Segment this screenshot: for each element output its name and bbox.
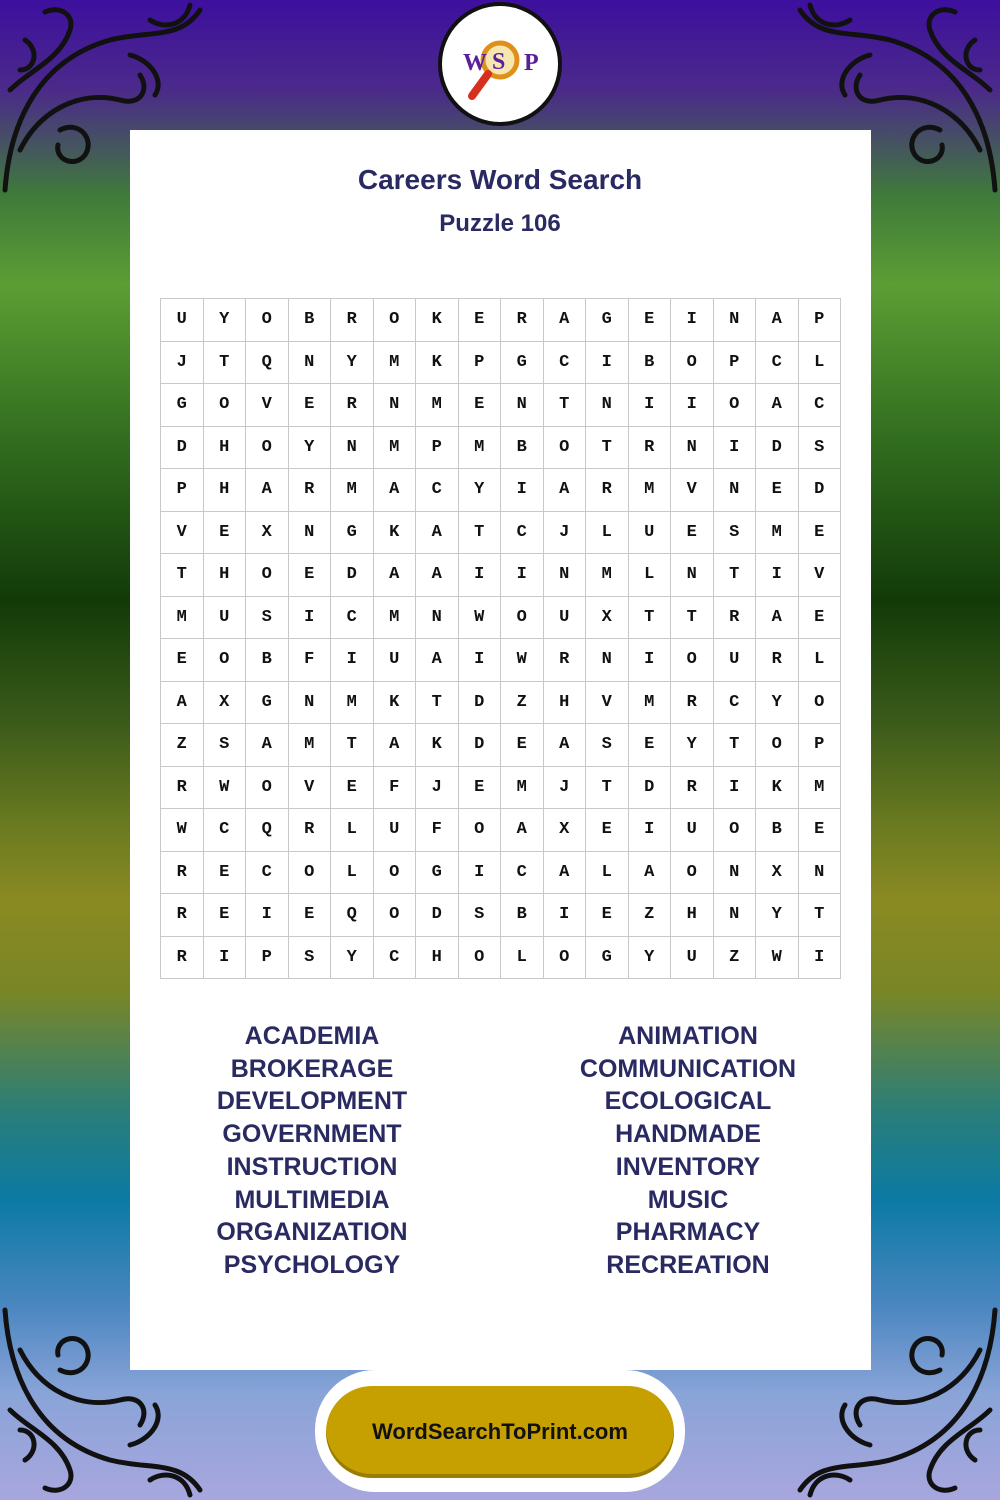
- grid-cell[interactable]: N: [798, 851, 841, 894]
- grid-cell[interactable]: T: [543, 384, 586, 427]
- grid-cell[interactable]: M: [586, 554, 629, 597]
- grid-cell[interactable]: N: [543, 554, 586, 597]
- grid-cell[interactable]: E: [331, 766, 374, 809]
- grid-cell[interactable]: B: [501, 894, 544, 937]
- site-logo[interactable]: [438, 2, 562, 126]
- grid-cell[interactable]: O: [543, 426, 586, 469]
- grid-cell[interactable]: K: [373, 681, 416, 724]
- grid-cell[interactable]: C: [501, 851, 544, 894]
- logo-letter-p: P: [524, 50, 539, 76]
- grid-cell[interactable]: R: [161, 936, 204, 979]
- grid-cell[interactable]: C: [798, 384, 841, 427]
- grid-row: [161, 341, 841, 384]
- grid-cell[interactable]: A: [543, 469, 586, 512]
- grid-cell[interactable]: N: [288, 511, 331, 554]
- grid-cell[interactable]: O: [671, 639, 714, 682]
- grid-cell[interactable]: O: [458, 936, 501, 979]
- grid-cell[interactable]: Z: [501, 681, 544, 724]
- grid-cell[interactable]: P: [458, 341, 501, 384]
- grid-cell[interactable]: T: [713, 724, 756, 767]
- grid-cell[interactable]: T: [713, 554, 756, 597]
- grid-cell[interactable]: C: [246, 851, 289, 894]
- grid-cell[interactable]: M: [416, 384, 459, 427]
- grid-cell[interactable]: T: [203, 341, 246, 384]
- grid-cell[interactable]: W: [203, 766, 246, 809]
- puzzle-number: Puzzle 106: [439, 210, 561, 237]
- grid-cell[interactable]: O: [543, 936, 586, 979]
- grid-cell[interactable]: L: [798, 639, 841, 682]
- grid-cell[interactable]: G: [586, 936, 629, 979]
- grid-cell[interactable]: D: [798, 469, 841, 512]
- grid-cell[interactable]: I: [628, 384, 671, 427]
- grid-cell[interactable]: Y: [756, 681, 799, 724]
- grid-cell[interactable]: J: [543, 511, 586, 554]
- grid-cell[interactable]: H: [416, 936, 459, 979]
- grid-cell[interactable]: E: [288, 894, 331, 937]
- grid-cell[interactable]: I: [628, 639, 671, 682]
- grid-cell[interactable]: I: [458, 554, 501, 597]
- word-list-item: DEVELOPMENT: [216, 1087, 408, 1116]
- grid-cell[interactable]: M: [628, 681, 671, 724]
- grid-cell[interactable]: I: [628, 809, 671, 852]
- grid-cell[interactable]: N: [671, 554, 714, 597]
- grid-cell[interactable]: M: [161, 596, 204, 639]
- word-list-item: PHARMACY: [615, 1218, 761, 1247]
- grid-cell[interactable]: A: [246, 469, 289, 512]
- grid-row: [161, 554, 841, 597]
- grid-cell[interactable]: P: [416, 426, 459, 469]
- grid-cell[interactable]: M: [288, 724, 331, 767]
- grid-cell[interactable]: U: [161, 299, 204, 342]
- grid-cell[interactable]: R: [288, 809, 331, 852]
- grid-cell[interactable]: E: [203, 894, 246, 937]
- grid-cell[interactable]: I: [798, 936, 841, 979]
- word-list-item: ECOLOGICAL: [604, 1087, 772, 1116]
- grid-cell[interactable]: M: [458, 426, 501, 469]
- grid-cell[interactable]: O: [501, 596, 544, 639]
- grid-cell[interactable]: U: [373, 639, 416, 682]
- grid-cell[interactable]: O: [458, 809, 501, 852]
- grid-cell[interactable]: T: [671, 596, 714, 639]
- grid-cell[interactable]: A: [543, 299, 586, 342]
- grid-cell[interactable]: S: [798, 426, 841, 469]
- grid-cell[interactable]: W: [756, 936, 799, 979]
- grid-cell[interactable]: V: [586, 681, 629, 724]
- grid-cell[interactable]: C: [713, 681, 756, 724]
- grid-cell[interactable]: I: [288, 596, 331, 639]
- word-list-item: COMMUNICATION: [579, 1054, 797, 1083]
- grid-cell[interactable]: R: [671, 681, 714, 724]
- grid-cell[interactable]: N: [713, 299, 756, 342]
- grid-cell[interactable]: R: [586, 469, 629, 512]
- grid-cell[interactable]: B: [246, 639, 289, 682]
- grid-cell[interactable]: I: [458, 639, 501, 682]
- grid-cell[interactable]: Y: [628, 936, 671, 979]
- grid-row: [161, 766, 841, 809]
- grid-cell[interactable]: O: [246, 426, 289, 469]
- grid-cell[interactable]: I: [713, 766, 756, 809]
- grid-cell[interactable]: G: [586, 299, 629, 342]
- grid-cell[interactable]: B: [756, 809, 799, 852]
- grid-cell[interactable]: O: [671, 341, 714, 384]
- grid-cell[interactable]: Y: [331, 936, 374, 979]
- grid-cell[interactable]: Y: [671, 724, 714, 767]
- grid-cell[interactable]: I: [501, 469, 544, 512]
- grid-cell[interactable]: O: [373, 894, 416, 937]
- word-list-item: ORGANIZATION: [216, 1218, 408, 1247]
- grid-cell[interactable]: C: [203, 809, 246, 852]
- word-list-item: MULTIMEDIA: [234, 1185, 390, 1214]
- grid-cell[interactable]: K: [416, 724, 459, 767]
- grid-cell[interactable]: I: [671, 299, 714, 342]
- grid-cell[interactable]: M: [373, 341, 416, 384]
- grid-cell[interactable]: L: [586, 511, 629, 554]
- grid-cell[interactable]: G: [331, 511, 374, 554]
- word-list-item: ACADEMIA: [244, 1022, 380, 1050]
- grid-cell[interactable]: Q: [246, 341, 289, 384]
- grid-cell[interactable]: U: [203, 596, 246, 639]
- grid-cell[interactable]: V: [161, 511, 204, 554]
- word-list-item: INSTRUCTION: [226, 1152, 398, 1181]
- grid-cell[interactable]: A: [373, 724, 416, 767]
- grid-cell[interactable]: P: [246, 936, 289, 979]
- grid-cell[interactable]: U: [543, 596, 586, 639]
- grid-cell[interactable]: T: [161, 554, 204, 597]
- grid-cell[interactable]: V: [671, 469, 714, 512]
- grid-cell[interactable]: N: [501, 384, 544, 427]
- grid-cell[interactable]: J: [161, 341, 204, 384]
- grid-cell[interactable]: F: [288, 639, 331, 682]
- grid-cell[interactable]: X: [756, 851, 799, 894]
- grid-cell[interactable]: S: [458, 894, 501, 937]
- grid-cell[interactable]: D: [458, 724, 501, 767]
- grid-cell[interactable]: L: [628, 554, 671, 597]
- grid-cell[interactable]: L: [586, 851, 629, 894]
- grid-cell[interactable]: V: [246, 384, 289, 427]
- grid-cell[interactable]: R: [331, 299, 374, 342]
- grid-row: [161, 894, 841, 937]
- grid-cell[interactable]: H: [543, 681, 586, 724]
- grid-row: [161, 469, 841, 512]
- grid-cell[interactable]: A: [756, 299, 799, 342]
- grid-cell[interactable]: E: [671, 511, 714, 554]
- word-list-item: HANDMADE: [615, 1120, 761, 1149]
- grid-cell[interactable]: R: [288, 469, 331, 512]
- grid-cell[interactable]: D: [628, 766, 671, 809]
- grid-row: [161, 639, 841, 682]
- grid-cell[interactable]: E: [288, 554, 331, 597]
- grid-cell[interactable]: C: [543, 341, 586, 384]
- grid-cell[interactable]: M: [331, 681, 374, 724]
- grid-cell[interactable]: N: [416, 596, 459, 639]
- grid-cell[interactable]: O: [373, 299, 416, 342]
- grid-cell[interactable]: S: [586, 724, 629, 767]
- grid-cell[interactable]: N: [713, 851, 756, 894]
- grid-cell[interactable]: Y: [203, 299, 246, 342]
- grid-cell[interactable]: H: [203, 426, 246, 469]
- word-list-item: PSYCHOLOGY: [223, 1250, 401, 1279]
- grid-cell[interactable]: T: [586, 426, 629, 469]
- grid-cell[interactable]: F: [373, 766, 416, 809]
- grid-cell[interactable]: O: [246, 554, 289, 597]
- grid-cell[interactable]: A: [543, 724, 586, 767]
- grid-cell[interactable]: E: [288, 384, 331, 427]
- grid-cell[interactable]: K: [416, 341, 459, 384]
- grid-cell[interactable]: N: [671, 426, 714, 469]
- grid-row: [161, 426, 841, 469]
- grid-cell[interactable]: M: [331, 469, 374, 512]
- grid-row: [161, 384, 841, 427]
- grid-cell[interactable]: A: [416, 639, 459, 682]
- grid-row: [161, 511, 841, 554]
- grid-cell[interactable]: N: [331, 426, 374, 469]
- grid-cell[interactable]: R: [756, 639, 799, 682]
- grid-cell[interactable]: I: [586, 341, 629, 384]
- grid-cell[interactable]: U: [713, 639, 756, 682]
- grid-cell[interactable]: G: [416, 851, 459, 894]
- grid-cell[interactable]: V: [798, 554, 841, 597]
- grid-cell[interactable]: Q: [246, 809, 289, 852]
- grid-cell[interactable]: I: [501, 554, 544, 597]
- grid-cell[interactable]: K: [756, 766, 799, 809]
- grid-cell[interactable]: I: [458, 851, 501, 894]
- grid-cell[interactable]: Z: [161, 724, 204, 767]
- grid-cell[interactable]: H: [203, 554, 246, 597]
- grid-cell[interactable]: M: [756, 511, 799, 554]
- grid-cell[interactable]: O: [756, 724, 799, 767]
- grid-cell[interactable]: Z: [628, 894, 671, 937]
- grid-cell[interactable]: R: [543, 639, 586, 682]
- grid-cell[interactable]: O: [671, 851, 714, 894]
- grid-cell[interactable]: H: [671, 894, 714, 937]
- grid-cell[interactable]: L: [798, 341, 841, 384]
- grid-cell[interactable]: O: [203, 384, 246, 427]
- grid-cell[interactable]: T: [416, 681, 459, 724]
- grid-cell[interactable]: B: [628, 341, 671, 384]
- grid-cell[interactable]: W: [161, 809, 204, 852]
- grid-cell[interactable]: A: [373, 554, 416, 597]
- grid-cell[interactable]: C: [501, 511, 544, 554]
- grid-cell[interactable]: L: [501, 936, 544, 979]
- grid-cell[interactable]: R: [331, 384, 374, 427]
- grid-cell[interactable]: N: [713, 469, 756, 512]
- word-list-item: RECREATION: [606, 1250, 770, 1279]
- grid-cell[interactable]: A: [161, 681, 204, 724]
- letter-grid: [160, 298, 841, 979]
- grid-cell[interactable]: E: [458, 766, 501, 809]
- grid-cell[interactable]: M: [373, 426, 416, 469]
- grid-cell[interactable]: R: [161, 766, 204, 809]
- grid-cell[interactable]: S: [203, 724, 246, 767]
- grid-cell[interactable]: A: [756, 384, 799, 427]
- grid-cell[interactable]: Y: [756, 894, 799, 937]
- grid-cell[interactable]: E: [203, 851, 246, 894]
- grid-cell[interactable]: R: [161, 851, 204, 894]
- grid-cell[interactable]: C: [331, 596, 374, 639]
- grid-cell[interactable]: A: [416, 554, 459, 597]
- grid-cell[interactable]: U: [671, 809, 714, 852]
- grid-cell[interactable]: L: [331, 851, 374, 894]
- logo-letter-w: W: [463, 50, 487, 76]
- grid-cell[interactable]: P: [798, 299, 841, 342]
- grid-cell[interactable]: P: [798, 724, 841, 767]
- grid-cell[interactable]: K: [373, 511, 416, 554]
- grid-cell[interactable]: A: [628, 851, 671, 894]
- grid-cell[interactable]: O: [798, 681, 841, 724]
- grid-cell[interactable]: B: [501, 426, 544, 469]
- grid-cell[interactable]: D: [416, 894, 459, 937]
- grid-cell[interactable]: T: [331, 724, 374, 767]
- grid-row: [161, 681, 841, 724]
- grid-cell[interactable]: N: [288, 341, 331, 384]
- grid-cell[interactable]: I: [246, 894, 289, 937]
- grid-cell[interactable]: S: [713, 511, 756, 554]
- grid-cell[interactable]: R: [713, 596, 756, 639]
- word-list-item: MUSIC: [647, 1185, 729, 1214]
- grid-cell[interactable]: F: [416, 809, 459, 852]
- grid-cell[interactable]: C: [756, 341, 799, 384]
- grid-cell[interactable]: E: [628, 299, 671, 342]
- grid-cell[interactable]: E: [586, 809, 629, 852]
- grid-cell[interactable]: W: [501, 639, 544, 682]
- grid-cell[interactable]: Q: [331, 894, 374, 937]
- grid-cell[interactable]: G: [161, 384, 204, 427]
- grid-cell[interactable]: L: [331, 809, 374, 852]
- grid-cell[interactable]: O: [203, 639, 246, 682]
- grid-cell[interactable]: A: [373, 469, 416, 512]
- grid-cell[interactable]: E: [586, 894, 629, 937]
- word-list-item: INVENTORY: [615, 1152, 761, 1181]
- grid-cell[interactable]: R: [628, 426, 671, 469]
- grid-cell[interactable]: Y: [331, 341, 374, 384]
- grid-cell[interactable]: E: [458, 299, 501, 342]
- grid-cell[interactable]: U: [628, 511, 671, 554]
- grid-cell[interactable]: S: [246, 596, 289, 639]
- grid-cell[interactable]: J: [416, 766, 459, 809]
- grid-cell[interactable]: C: [373, 936, 416, 979]
- grid-cell[interactable]: M: [798, 766, 841, 809]
- grid-row: [161, 299, 841, 342]
- word-list-item: ANIMATION: [618, 1022, 758, 1050]
- grid-cell[interactable]: E: [798, 809, 841, 852]
- grid-cell[interactable]: B: [288, 299, 331, 342]
- grid-cell[interactable]: E: [798, 596, 841, 639]
- grid-cell[interactable]: I: [756, 554, 799, 597]
- grid-cell[interactable]: E: [161, 639, 204, 682]
- grid-row: [161, 596, 841, 639]
- grid-cell[interactable]: M: [628, 469, 671, 512]
- grid-cell[interactable]: R: [671, 766, 714, 809]
- grid-cell[interactable]: D: [756, 426, 799, 469]
- grid-cell[interactable]: X: [203, 681, 246, 724]
- grid-cell[interactable]: P: [713, 341, 756, 384]
- grid-cell[interactable]: U: [671, 936, 714, 979]
- word-list-right: [500, 1020, 876, 1282]
- grid-cell[interactable]: Y: [458, 469, 501, 512]
- grid-cell[interactable]: N: [713, 894, 756, 937]
- grid-cell[interactable]: O: [246, 766, 289, 809]
- word-list-left: [124, 1020, 500, 1282]
- grid-cell[interactable]: D: [458, 681, 501, 724]
- grid-cell[interactable]: U: [373, 809, 416, 852]
- grid-cell[interactable]: X: [543, 809, 586, 852]
- word-list-item: GOVERNMENT: [222, 1120, 402, 1149]
- grid-cell[interactable]: I: [543, 894, 586, 937]
- grid-cell[interactable]: O: [713, 809, 756, 852]
- grid-cell[interactable]: W: [458, 596, 501, 639]
- grid-cell[interactable]: R: [501, 299, 544, 342]
- grid-row: [161, 724, 841, 767]
- grid-cell[interactable]: D: [161, 426, 204, 469]
- grid-cell[interactable]: N: [586, 639, 629, 682]
- grid-cell[interactable]: E: [756, 469, 799, 512]
- grid-cell[interactable]: A: [756, 596, 799, 639]
- grid-cell[interactable]: A: [501, 809, 544, 852]
- word-list-item: BROKERAGE: [230, 1054, 394, 1083]
- grid-cell[interactable]: O: [713, 384, 756, 427]
- grid-cell[interactable]: G: [501, 341, 544, 384]
- grid-cell[interactable]: N: [586, 384, 629, 427]
- grid-cell[interactable]: E: [501, 724, 544, 767]
- grid-cell[interactable]: D: [331, 554, 374, 597]
- grid-cell[interactable]: X: [246, 511, 289, 554]
- grid-cell[interactable]: I: [713, 426, 756, 469]
- grid-cell[interactable]: P: [161, 469, 204, 512]
- grid-cell[interactable]: G: [246, 681, 289, 724]
- grid-cell[interactable]: T: [798, 894, 841, 937]
- grid-cell[interactable]: E: [628, 724, 671, 767]
- grid-cell[interactable]: E: [458, 384, 501, 427]
- grid-cell[interactable]: N: [288, 681, 331, 724]
- grid-row: [161, 851, 841, 894]
- website-link-button[interactable]: WordSearchToPrint.com: [326, 1386, 674, 1478]
- grid-cell[interactable]: T: [586, 766, 629, 809]
- grid-row: [161, 809, 841, 852]
- grid-cell[interactable]: E: [203, 511, 246, 554]
- grid-cell[interactable]: T: [458, 511, 501, 554]
- grid-cell[interactable]: V: [288, 766, 331, 809]
- grid-cell[interactable]: X: [586, 596, 629, 639]
- grid-cell[interactable]: A: [416, 511, 459, 554]
- magnifying-glass-icon: [450, 14, 550, 114]
- grid-cell[interactable]: O: [288, 851, 331, 894]
- grid-cell[interactable]: T: [628, 596, 671, 639]
- grid-cell[interactable]: M: [373, 596, 416, 639]
- grid-cell[interactable]: S: [288, 936, 331, 979]
- logo-letter-s: S: [492, 49, 506, 75]
- grid-cell[interactable]: R: [161, 894, 204, 937]
- grid-cell[interactable]: I: [671, 384, 714, 427]
- grid-row: [161, 936, 841, 979]
- grid-cell[interactable]: Y: [288, 426, 331, 469]
- grid-cell[interactable]: I: [331, 639, 374, 682]
- grid-cell[interactable]: H: [203, 469, 246, 512]
- grid-cell[interactable]: M: [501, 766, 544, 809]
- grid-cell[interactable]: K: [416, 299, 459, 342]
- grid-cell[interactable]: A: [543, 851, 586, 894]
- page-title: Careers Word Search: [357, 164, 643, 195]
- grid-cell[interactable]: J: [543, 766, 586, 809]
- grid-cell[interactable]: N: [373, 384, 416, 427]
- grid-cell[interactable]: I: [203, 936, 246, 979]
- grid-cell[interactable]: A: [246, 724, 289, 767]
- grid-cell[interactable]: Z: [713, 936, 756, 979]
- grid-cell[interactable]: O: [246, 299, 289, 342]
- grid-cell[interactable]: E: [798, 511, 841, 554]
- grid-cell[interactable]: O: [373, 851, 416, 894]
- grid-cell[interactable]: C: [416, 469, 459, 512]
